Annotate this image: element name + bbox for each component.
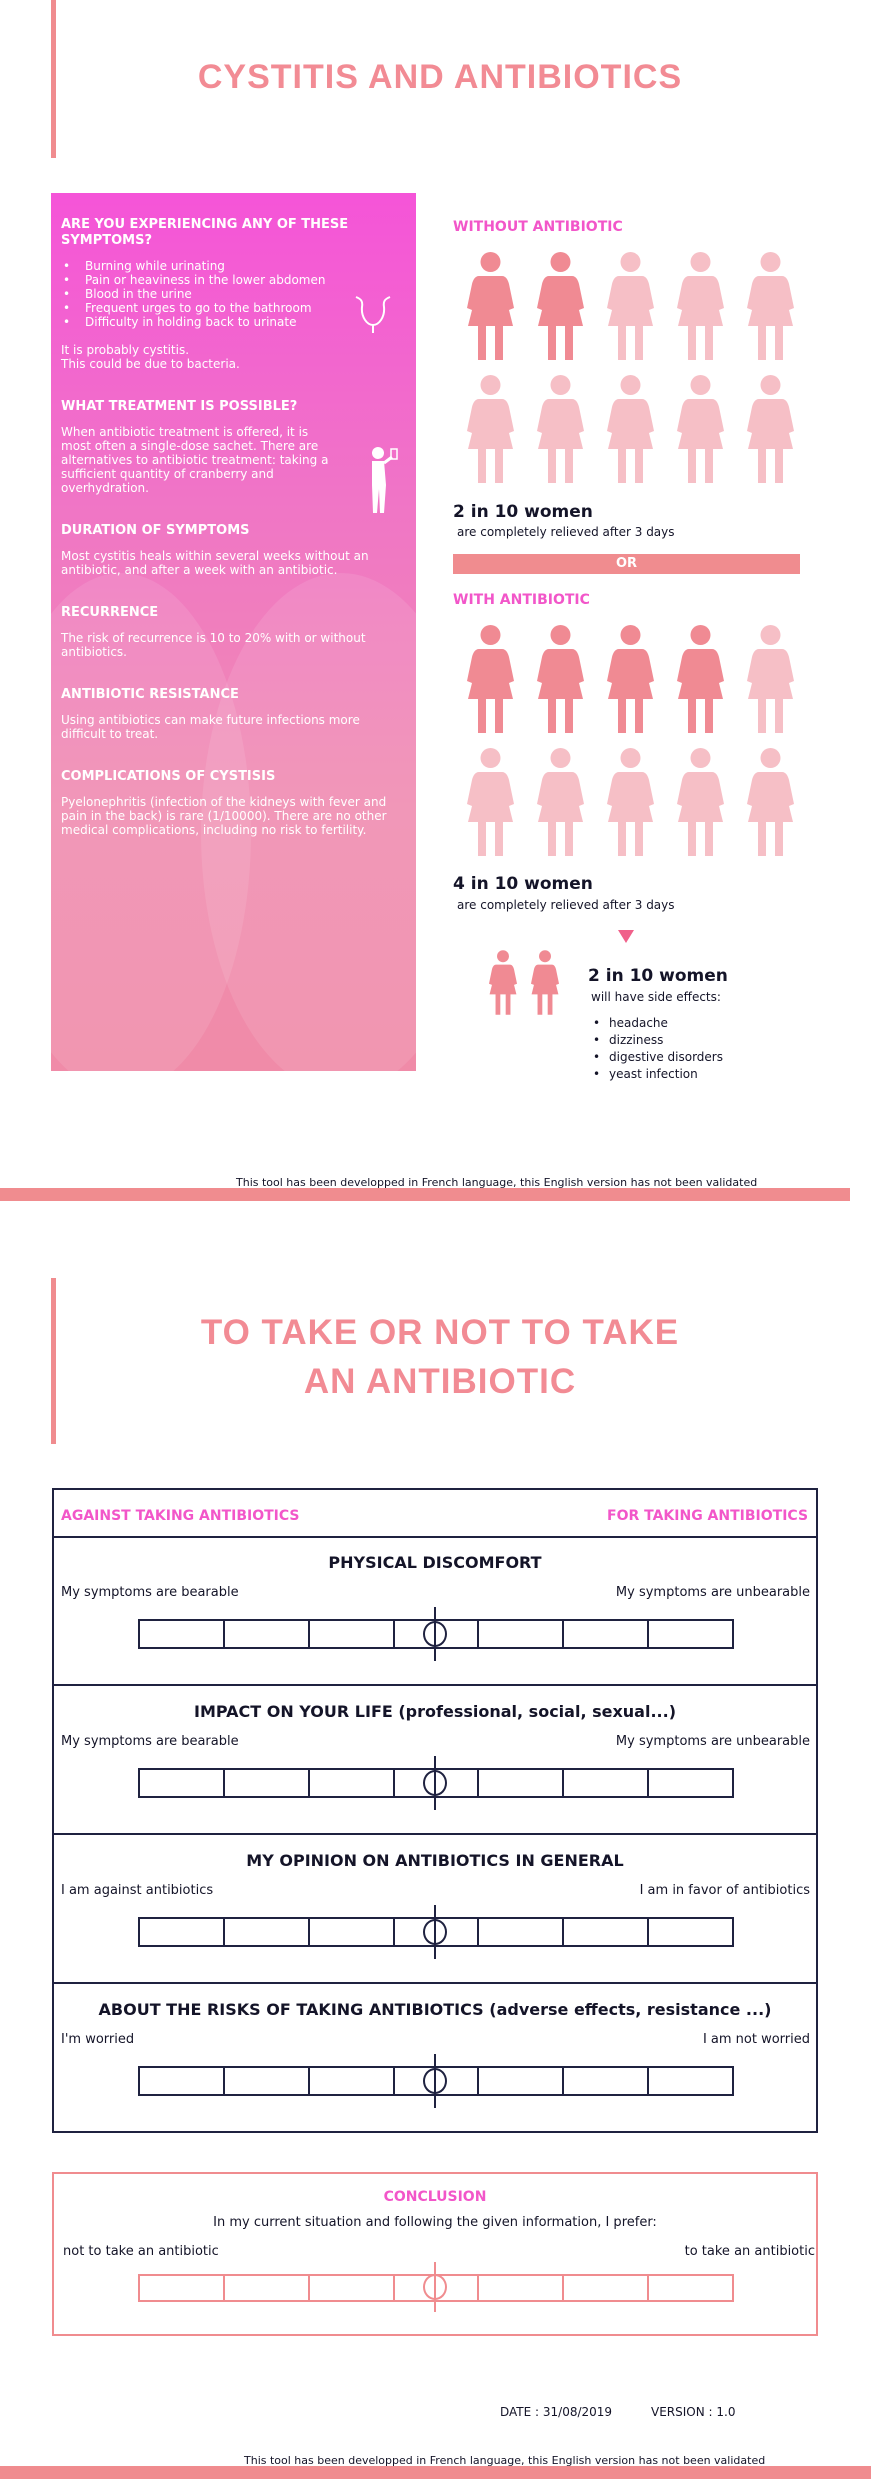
conclusion-right-label: to take an antibiotic [684, 2244, 815, 2259]
question-title: IMPACT ON YOUR LIFE (professional, social, sexual...) [193, 1702, 676, 1721]
row-separator [52, 1684, 818, 1686]
page-title-2-line1: TO TAKE OR NOT TO TAKE [200, 1313, 680, 1352]
list-item: • digestive disorders [591, 1049, 723, 1066]
side-effects-stat: 2 in 10 women [588, 966, 728, 986]
woman-figure-icon [462, 746, 519, 858]
question-left-label: My symptoms are bearable [61, 1585, 239, 1600]
woman-figure-icon [462, 250, 519, 362]
probably-text-1: It is probably cystitis. [61, 343, 190, 357]
page-title-2-line2: AN ANTIBIOTIC [303, 1362, 577, 1401]
side-effects-sub: will have side effects: [591, 990, 721, 1004]
row-separator [52, 1536, 818, 1538]
recurrence-text: The risk of recurrence is 10 to 20% with or without antibiotics. [61, 631, 366, 659]
side-effects-figures [486, 949, 570, 1016]
without-stat: 2 in 10 women [453, 502, 593, 522]
woman-figure-icon [742, 250, 799, 362]
title-accent-bar [51, 0, 56, 158]
woman-figure-icon [528, 949, 562, 1016]
list-item: • yeast infection [591, 1066, 723, 1083]
list-item: • Burning while urinating [61, 259, 406, 273]
question-title: ABOUT THE RISKS OF TAKING ANTIBIOTICS (adverse effects, resistance ...) [98, 2000, 772, 2019]
without-row-1 [462, 250, 812, 362]
question-title: MY OPINION ON ANTIBIOTICS IN GENERAL [246, 1851, 624, 1870]
woman-figure-icon [602, 373, 659, 485]
with-stat: 4 in 10 women [453, 874, 593, 894]
question-right-label: I am in favor of antibiotics [639, 1883, 810, 1898]
without-antibiotic-heading: WITHOUT ANTIBIOTIC [453, 219, 623, 235]
woman-figure-icon [742, 746, 799, 858]
probably-text-2: This could be due to bacteria. [61, 357, 240, 371]
woman-figure-icon [602, 250, 659, 362]
woman-figure-icon [532, 623, 589, 735]
woman-figure-icon [532, 746, 589, 858]
woman-figure-icon [462, 623, 519, 735]
date-label: DATE : 31/08/2019 [500, 2405, 613, 2419]
woman-figure-icon [532, 373, 589, 485]
complications-heading: COMPLICATIONS OF CYSTISIS [61, 769, 276, 784]
title-accent-bar-2 [51, 1278, 56, 1444]
question-left-label: I am against antibiotics [61, 1883, 214, 1898]
woman-figure-icon [742, 373, 799, 485]
footer-note: This tool has been developped in French language, this English version has not been validated [236, 1176, 758, 1189]
symptoms-heading: ARE YOU EXPERIENCING ANY OF THESE SYMPTOMS? [61, 217, 349, 248]
list-item: • Pain or heaviness in the lower abdomen [61, 273, 406, 287]
without-row-2 [462, 373, 812, 485]
for-label: FOR TAKING ANTIBIOTICS [607, 1508, 809, 1524]
symptoms-list [61, 259, 406, 329]
resistance-text: Using antibiotics can make future infections more difficult to treat. [61, 713, 360, 741]
down-arrow-icon [618, 930, 634, 943]
info-panel [51, 193, 416, 1071]
question-left-label: My symptoms are bearable [61, 1734, 239, 1749]
treatment-heading: WHAT TREATMENT IS POSSIBLE? [61, 399, 298, 414]
woman-figure-icon [672, 373, 729, 485]
list-item: • Frequent urges to go to the bathroom [61, 301, 406, 315]
with-row-2 [462, 746, 812, 858]
woman-figure-icon [602, 746, 659, 858]
with-antibiotic-heading: WITH ANTIBIOTIC [453, 592, 590, 608]
page-title: CYSTITIS AND ANTIBIOTICS [197, 58, 683, 96]
woman-figure-icon [532, 250, 589, 362]
against-label: AGAINST TAKING ANTIBIOTICS [61, 1508, 300, 1524]
woman-figure-icon [602, 623, 659, 735]
duration-heading: DURATION OF SYMPTOMS [61, 523, 250, 538]
complications-text: Pyelonephritis (infection of the kidneys with fever and pain in the back) is rare (1/10000). There are no other medical complications, including no risk to fertility. [61, 795, 387, 837]
resistance-heading: ANTIBIOTIC RESISTANCE [61, 687, 239, 702]
list-item: • dizziness [591, 1032, 723, 1049]
woman-figure-icon [742, 623, 799, 735]
woman-figure-icon [486, 949, 520, 1016]
list-item: • headache [591, 1015, 723, 1032]
version-label: VERSION : 1.0 [651, 2405, 736, 2419]
woman-figure-icon [672, 746, 729, 858]
question-right-label: My symptoms are unbearable [615, 1734, 810, 1749]
conclusion-left-label: not to take an antibiotic [63, 2244, 219, 2259]
footer-bar [0, 1188, 850, 1201]
conclusion-heading: CONCLUSION [383, 2189, 487, 2205]
question-right-label: I am not worried [702, 2032, 810, 2047]
woman-figure-icon [672, 250, 729, 362]
without-sub: are completely relieved after 3 days [457, 525, 675, 539]
duration-text: Most cystitis heals within several weeks without an antibiotic, and after a week with an antibiotic. [61, 549, 369, 577]
treatment-text: When antibiotic treatment is offered, it is most often a single-dose sachet. There are alternatives to antibiotic treatment: taking a sufficient quantity of cranberry and overhydration. [61, 425, 329, 495]
footer-note-2: This tool has been developped in French language, this English version has not been validated [244, 2454, 766, 2467]
footer-bar-2 [0, 2466, 871, 2479]
conclusion-text: In my current situation and following the given information, I prefer: [213, 2215, 657, 2230]
list-item: • Blood in the urine [61, 287, 406, 301]
recurrence-heading: RECURRENCE [61, 605, 159, 620]
side-effects-list [591, 1015, 723, 1083]
list-item: • Difficulty in holding back to urinate [61, 315, 406, 329]
with-row-1 [462, 623, 812, 735]
woman-figure-icon [462, 373, 519, 485]
or-divider: OR [453, 554, 800, 574]
row-separator [52, 1833, 818, 1835]
with-sub: are completely relieved after 3 days [457, 898, 675, 912]
question-right-label: My symptoms are unbearable [615, 1585, 810, 1600]
woman-figure-icon [672, 623, 729, 735]
question-title: PHYSICAL DISCOMFORT [328, 1553, 542, 1572]
row-separator [52, 1982, 818, 1984]
question-left-label: I'm worried [61, 2032, 135, 2047]
